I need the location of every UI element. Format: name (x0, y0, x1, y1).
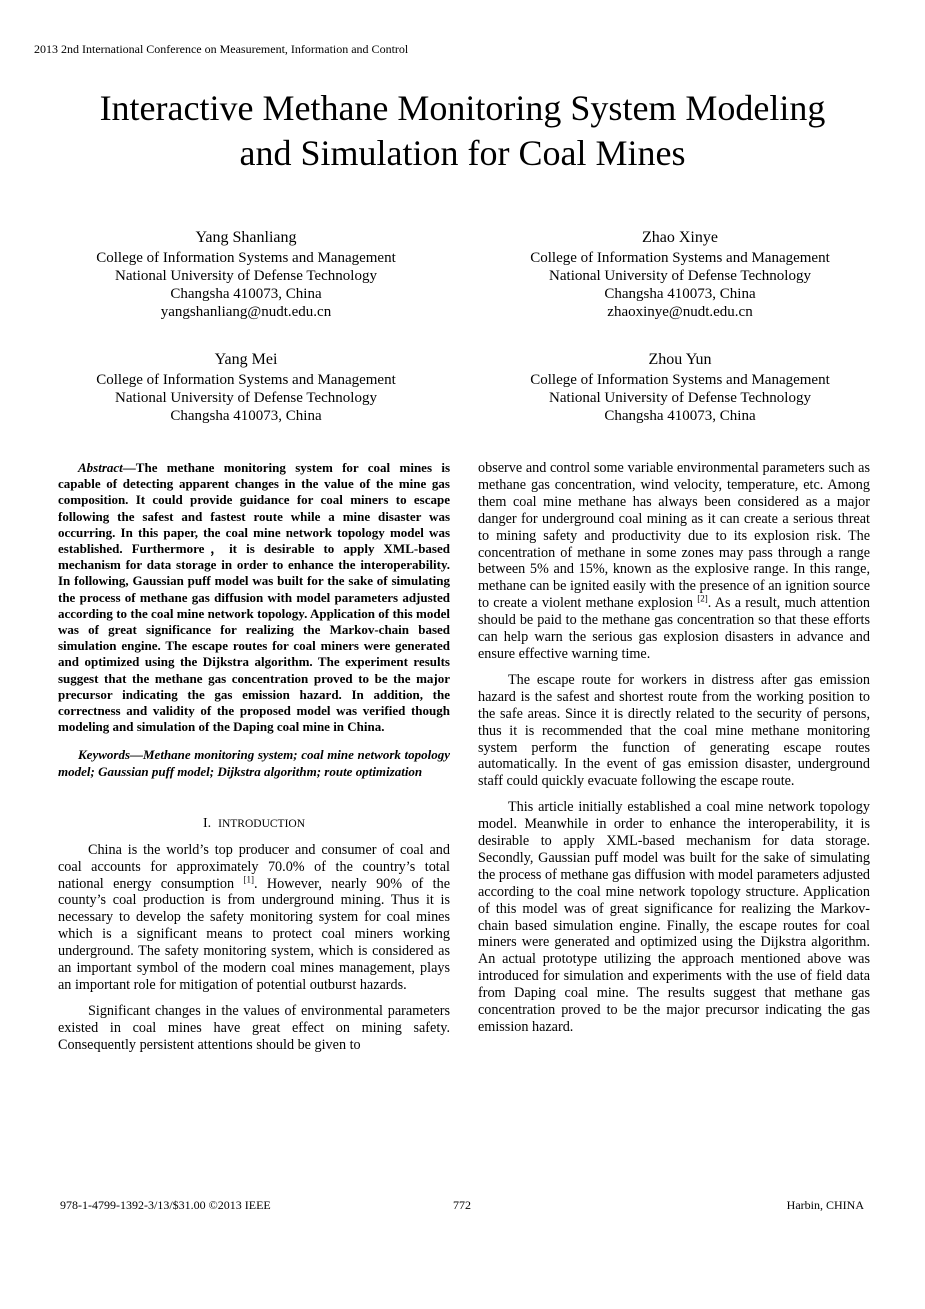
author-dept: College of Information Systems and Management (96, 250, 396, 266)
author-name: Yang Shanliang (195, 229, 297, 246)
paragraph-text: . However, nearly 90% of the county’s coal production is from underground mining. Thus it is necessary to develop the safety monitoring system for coal mines which is a significant means to protect coal miners working underground. The safety monitoring system, which is considered as an important symbol of the modern coal mines management, plays an important role for mitigation of potential outburst hazards. (58, 875, 450, 994)
author-block-2 (480, 228, 880, 321)
intro-paragraph-4: This article initially established a coal mine network topology model. Meanwhile in order to enhance the interoperability, it is desirable to apply XML-based mechanism for data storage. Secondly, Gaussian puff model was built for the sake of simulating the process of methane gas diffusion with model parameters adjusted according to the coal mine network topology structure. Application of this model was of great significance for realizing the Markov-chain based simulation engine. Finally, the escape routes for coal miners were generated and optimized using the Dijkstra algorithm. An actual prototype utilizing the approach mentioned above was introduced for simulation and experiments with the use of field data from Daping coal mine. The results suggest that methane gas concentration proved to be the major precursor indicating the gas emission hazard. (478, 799, 870, 1035)
author-name: Yang Mei (214, 351, 278, 368)
title-line-1: Interactive Methane Monitoring System Modeling (99, 88, 826, 128)
paragraph-text: . As a result, much attention should be paid to the methane gas concentration so that these efforts can help warn the serious gas explosion disasters in advance and ensure effective warning time. (478, 595, 870, 662)
paragraph-text: observe and control some variable environmental parameters such as methane gas concentration, wind velocity, temperature, etc. Among them coal mine methane has always been considered as a major danger for underground coal mining as it can create a serious threat to mining safety and productivity due to its explosion risk. The concentration of methane in some zones may pass through a range between 5% and 15%, known as the explosive range. In this range, methane can be ignited easily with the presence of an ignition source to create a violent methane explosion (478, 460, 870, 612)
intro-paragraph-2-continued (478, 460, 870, 663)
section-heading (58, 816, 450, 833)
author-city: Changsha 410073, China (604, 286, 756, 302)
author-dept: College of Information Systems and Management (96, 372, 396, 388)
left-column (58, 460, 450, 1054)
footer-location: Harbin, CHINA (786, 1198, 864, 1212)
citation: [2] (697, 593, 708, 604)
author-dept: College of Information Systems and Management (530, 372, 830, 388)
paper-title (40, 86, 885, 176)
paragraph-text: China is the world’s top producer and consumer of coal and coal accounts for approximately 70.0% of the country’s total national energy consumption (58, 841, 450, 892)
right-column (478, 460, 870, 1036)
author-block-3 (46, 350, 446, 425)
author-city: Changsha 410073, China (170, 286, 322, 302)
footer-copyright: 978-1-4799-1392-3/13/$31.00 ©2013 IEEE (60, 1198, 271, 1212)
author-univ: National University of Defense Technology (549, 390, 811, 406)
abstract-text: —The methane monitoring system for coal mines is capable of detecting apparent changes in the value of the mine gas composition. It could provide guidance for coal miners to escape following the safest and fastest route while a mine disaster was occurring. In this paper, the coal mine network topology model was established. Furthermore，it is desirable to apply XML-based mechanism for data storage in order to enhance the interoperability. In following, Gaussian puff model was built for the sake of simulating the process of methane gas diffusion with model parameters adjusted according to the coal mine network topology. Application of this model was of great significance for realizing the Markov-chain based simulation engine. The escape routes for coal miners were generated and optimized using the Dijkstra algorithm. The experiment results suggest that the methane gas concentration proved to be the major precursor indicating the gas emission hazard. In addition, the correctness and validity of the proposed model was verified though modeling and simulation of the Daping coal mine in China. (58, 460, 450, 735)
intro-paragraph-3: The escape route for workers in distress after gas emission hazard is the safest and shortest route from the working position to the safe areas. Since it is directly related to the security of persons, thus it is recommended that the coal mine methane monitoring system perform the function of generating escape routes automatically. In the event of gas emission disaster, underground staff could quickly evacuate following the escape route. (478, 671, 870, 790)
abstract (58, 460, 450, 735)
abstract-label: Abstract (78, 460, 123, 475)
conference-header: 2013 2nd International Conference on Measurement, Information and Control (34, 42, 409, 56)
intro-paragraph-1 (58, 842, 450, 994)
author-dept: College of Information Systems and Management (530, 250, 830, 266)
author-email[interactable]: yangshanliang@nudt.edu.cn (160, 304, 332, 320)
keywords: Keywords—Methane monitoring system; coal mine network topology model; Gaussian puff model; Dijkstra algorithm; route optimization (58, 747, 450, 779)
author-univ: National University of Defense Technology (549, 268, 811, 284)
author-city: Changsha 410073, China (604, 408, 756, 424)
citation: [1] (243, 873, 254, 884)
intro-paragraph-2: Significant changes in the values of environmental parameters existed in coal mines have great effect on mining safety. Consequently persistent attentions should be given to (58, 1002, 450, 1053)
title-line-2: and Simulation for Coal Mines (239, 133, 686, 173)
author-name: Zhao Xinye (642, 229, 718, 246)
author-univ: National University of Defense Technology (115, 390, 377, 406)
section-number: I. (202, 815, 212, 831)
author-email[interactable]: zhaoxinye@nudt.edu.cn (607, 304, 753, 320)
author-city: Changsha 410073, China (170, 408, 322, 424)
section-title: INTRODUCTION (218, 817, 306, 830)
footer-page-number: 772 (453, 1198, 471, 1212)
author-block-4 (480, 350, 880, 425)
author-name: Zhou Yun (648, 351, 712, 368)
author-block-1 (46, 228, 446, 321)
author-univ: National University of Defense Technology (115, 268, 377, 284)
